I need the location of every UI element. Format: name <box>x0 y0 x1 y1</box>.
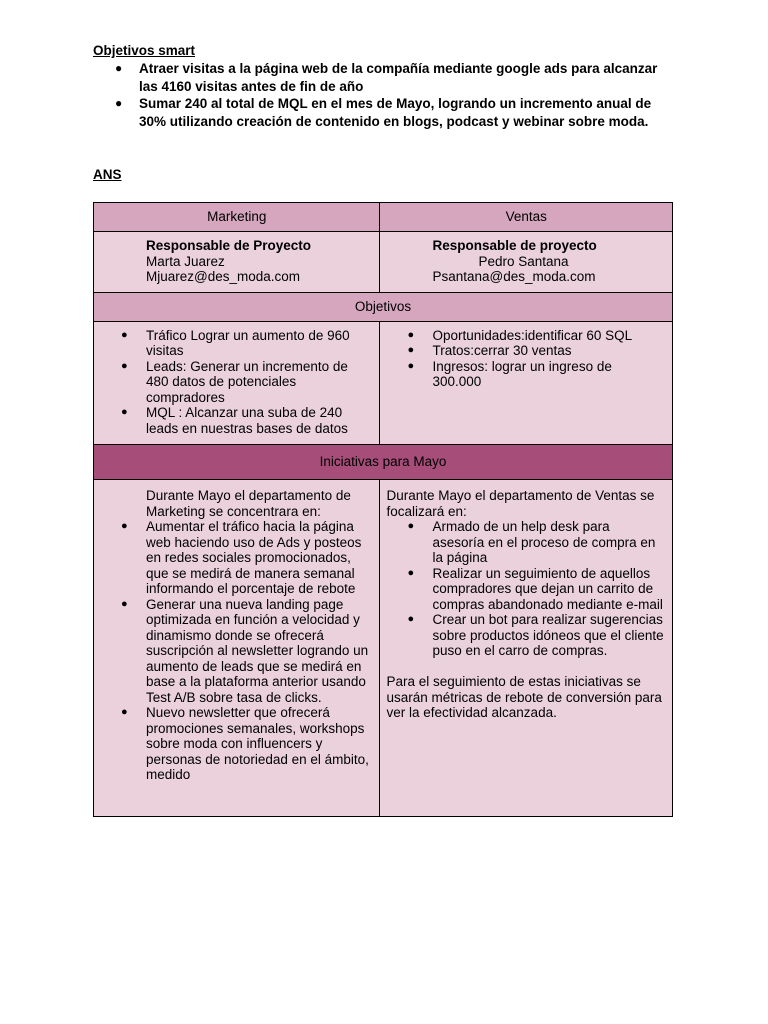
list-item: ● Leads: Generar un incremento de 480 datos de potenciales compradores <box>121 358 348 405</box>
marketing-iniciativas-cell <box>94 480 380 817</box>
responsables-row <box>94 232 673 293</box>
responsable-name: Pedro Santana <box>478 253 569 269</box>
bullet-icon: ● <box>121 359 128 372</box>
objetivos-section-header: Objetivos <box>94 292 673 321</box>
bullet-icon: ● <box>407 328 415 341</box>
bullet-icon: ● <box>407 344 415 356</box>
smart-goal-item <box>93 60 673 95</box>
responsable-email: Psantana@des_moda.com <box>432 269 596 284</box>
smart-goals-heading: Objetivos smart <box>93 43 196 58</box>
marketing-objetivos-list <box>94 328 379 437</box>
list-item: ● Tráfico Lograr un aumento de 960 visitas <box>121 327 350 358</box>
ventas-objetivos-list <box>380 328 672 390</box>
marketing-column-header: Marketing <box>94 203 380 232</box>
list-item: ● Oportunidades:identificar 60 SQL <box>407 327 633 343</box>
objetivos-row <box>94 321 673 445</box>
objetivos-header-row <box>94 292 673 321</box>
ventas-objetivos-cell <box>380 321 673 445</box>
ventas-followup-text: Para el seguimiento de estas iniciativas se usarán métricas de rebote de conversión para ver la efectividad alcanzada. <box>386 674 662 720</box>
iniciativas-section-header: Iniciativas para Mayo <box>94 445 673 480</box>
responsable-email: Mjuarez@des_moda.com <box>146 269 301 284</box>
bullet-icon: ● <box>121 706 128 718</box>
ans-heading: ANS <box>93 167 122 182</box>
bullet-icon: ● <box>121 597 128 610</box>
bullet-icon: ● <box>121 406 128 418</box>
marketing-responsable-cell <box>94 232 380 293</box>
table-header-row <box>94 203 673 232</box>
smart-goal-text: Sumar 240 al total de MQL en el mes de Mayo, logrando un incremento anual de 30% utilizando creación de contenido en blogs, podcast y webinar sobre moda. <box>139 96 652 129</box>
bullet-icon: ● <box>115 61 123 75</box>
bullet-icon: ● <box>121 328 128 341</box>
smart-goal-item <box>93 95 673 130</box>
list-item: ● Tratos:cerrar 30 ventas <box>407 343 572 358</box>
ventas-iniciativas-intro: Durante Mayo el departamento de Ventas se focalizará en: <box>386 488 655 519</box>
smart-goals-list <box>93 60 673 130</box>
list-item: ● Armado de un help desk para asesoría en el proceso de compra en la página <box>407 519 656 565</box>
list-item: ● MQL : Alcanzar una suba de 240 leads en nuestras bases de datos <box>121 405 348 436</box>
bullet-icon: ● <box>115 96 123 110</box>
marketing-iniciativas-intro: Durante Mayo el departamento de Marketing se concentrara en: <box>146 488 351 519</box>
list-item: ● Crear un bot para realizar sugerencias sobre productos idóneos que el cliente puso en el carro de compras. <box>407 612 664 658</box>
list-item: ● Aumentar el tráfico hacia la página web haciendo uso de Ads y posteos en redes sociales promocionados, que se medirá de manera semanal informando el porcentaje de rebote <box>121 519 362 596</box>
iniciativas-header-row <box>94 445 673 480</box>
responsable-title: Responsable de Proyecto <box>146 238 312 253</box>
marketing-objetivos-cell <box>94 321 380 445</box>
bullet-icon: ● <box>121 520 128 532</box>
responsable-title: Responsable de proyecto <box>432 238 597 253</box>
smart-goal-text: Atraer visitas a la página web de la compañía mediante google ads para alcanzar las 4160 visitas antes de fin de año <box>139 61 658 94</box>
list-item: ● Ingresos: lograr un ingreso de 300.000 <box>407 358 612 389</box>
bullet-icon: ● <box>407 520 415 532</box>
ventas-iniciativas-cell <box>380 480 673 817</box>
bullet-icon: ● <box>407 566 415 579</box>
responsable-name: Marta Juarez <box>146 253 225 269</box>
bullet-icon: ● <box>407 359 415 372</box>
iniciativas-row <box>94 480 673 817</box>
ventas-column-header: Ventas <box>380 203 673 232</box>
bullet-icon: ● <box>407 613 415 625</box>
ventas-iniciativas-list <box>380 519 672 659</box>
ans-table <box>93 202 673 817</box>
list-item: ● Generar una nueva landing page optimizada en función a velocidad y dinamismo donde se ofrecerá suscripción al newsletter logrando un aumento de leads que se medirá en base a la plataforma anterior usando Test A/B sobre tasa de clicks. <box>121 596 369 705</box>
marketing-iniciativas-list <box>94 519 379 783</box>
list-item: ● Nuevo newsletter que ofrecerá promociones semanales, workshops sobre moda con influencers y personas de notoriedad en el ámbito, medido <box>121 705 369 782</box>
list-item: ● Realizar un seguimiento de aquellos compradores que dejan un carrito de compras abandonado mediante e-mail <box>407 565 663 612</box>
ventas-responsable-cell <box>380 232 673 293</box>
